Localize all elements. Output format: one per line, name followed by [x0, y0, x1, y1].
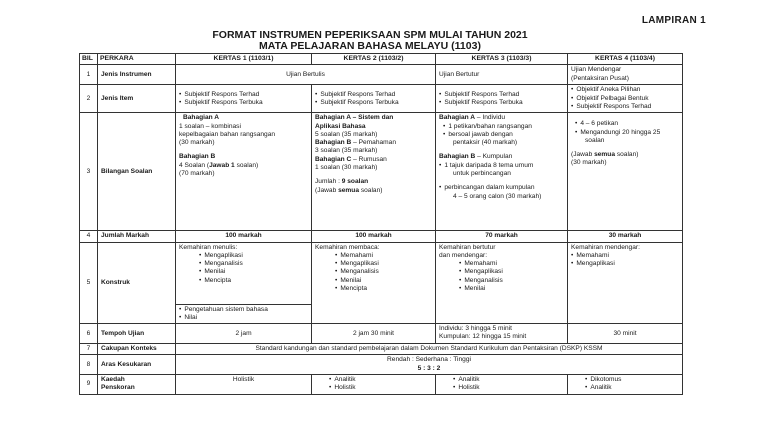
row-label: Kaedah Penskoran [98, 375, 176, 395]
cell-k3 [436, 113, 568, 231]
cell-k1 [176, 242, 312, 304]
cell-k2 [312, 85, 436, 113]
text-line: (Jawab semua soalan) [315, 186, 383, 194]
list-item: • Analitik [439, 376, 564, 384]
text-line: Jumlah : 9 soalan [315, 178, 369, 186]
cell-k1 [176, 113, 312, 231]
text-line: kepelbagaian bahan rangsangan [179, 130, 276, 138]
doc-title: FORMAT INSTRUMEN PEPERIKSAAN SPM MULAI TAHUN 2021 [212, 29, 528, 41]
text-line: soalan [585, 136, 605, 144]
cell-k4 [568, 113, 683, 231]
cell-k4 [568, 85, 683, 113]
doc-subtitle: MATA PELAJARAN BAHASA MELAYU (1103) [259, 40, 481, 52]
cell-difficulty [176, 355, 683, 375]
row-number: 3 [80, 113, 98, 231]
text-line: (Jawab semua soalan) [571, 151, 639, 159]
list-item: • Subjektif Respons Terhad [315, 91, 432, 99]
cell-k3 [436, 324, 568, 344]
table-row [80, 65, 683, 85]
list-item: • perbincangan dalam kumpulan [439, 184, 564, 192]
list-item: • bersoal jawab dengan [439, 131, 564, 139]
cell-k3 [436, 242, 568, 324]
text-line: Individu: 3 hingga 5 minit [439, 325, 512, 333]
text-line: 5 : 3 : 2 [417, 364, 441, 372]
row-label: Aras Kesukaran [98, 355, 176, 375]
text-line: Bahagian C – Rumusan [315, 155, 387, 163]
table-row [80, 344, 683, 355]
text-line: Kumpulan: 12 hingga 15 minit [439, 333, 527, 341]
row-label: Jenis Instrumen [98, 65, 176, 85]
text-line: 4 Soalan (Jawab 1 soalan) [179, 161, 259, 169]
cell-k2 [312, 113, 436, 231]
row-label: Konstruk [98, 242, 176, 324]
text-line: (70 markah) [179, 170, 215, 178]
section-title: Bahagian B [179, 153, 216, 161]
cell-k4: 30 markah [568, 231, 683, 242]
cell-k1: 2 jam [176, 324, 312, 344]
row-label: Jenis Item [98, 85, 176, 113]
header-kertas2: KERTAS 2 (1103/2) [312, 54, 436, 65]
list-item: • Mengandungi 20 hingga 25 [571, 129, 679, 137]
header-bil: BIL [80, 54, 98, 65]
text-line: Kemahiran membaca: [315, 243, 380, 251]
text-line: Bahagian B – Pemahaman [315, 139, 396, 147]
cell-k3: 70 markah [436, 231, 568, 242]
list-item: • Subjektif Respons Terbuka [179, 99, 308, 107]
cell-k3: Ujian Bertutur [436, 65, 568, 85]
table-row [80, 231, 683, 242]
header-perkara: PERKARA [98, 54, 176, 65]
row-number: 7 [80, 344, 98, 355]
list-item: • Dikotomus [571, 376, 679, 384]
text-line: (30 markah) [571, 159, 607, 167]
cell-k4: 30 minit [568, 324, 683, 344]
text-line: Kemahiran menulis: [179, 243, 238, 251]
list-item: • 4 – 6 petikan [571, 120, 679, 128]
list-item: • Pengetahuan sistem bahasa [179, 306, 308, 314]
cell-k4 [568, 242, 683, 324]
list-item: • Nilai [179, 314, 308, 322]
list-item: • Objektif Aneka Pilihan [571, 86, 679, 94]
table-row [80, 355, 683, 375]
cell-k2: 2 jam 30 minit [312, 324, 436, 344]
row-label: Tempoh Ujian [98, 324, 176, 344]
list-item: • Menganalisis [315, 268, 432, 276]
cell-k1: Holistik [176, 375, 312, 395]
text-line: untuk perbincangan [453, 170, 511, 178]
row-label: Bilangan Soalan [98, 113, 176, 231]
row-label: Cakupan Konteks [98, 344, 176, 355]
cell-k1-extra [176, 304, 312, 324]
list-item: • Mengaplikasi [439, 268, 564, 276]
row-number: 6 [80, 324, 98, 344]
text-line: (30 markah) [179, 139, 215, 147]
table-row [80, 324, 683, 344]
text-line: 1 soalan (30 markah) [315, 164, 378, 172]
table-row [80, 85, 683, 113]
list-item: • Memahami [571, 252, 679, 260]
cell-k3 [436, 375, 568, 395]
table-row [80, 375, 683, 395]
list-item: • Subjektif Respons Terbuka [315, 99, 432, 107]
list-item: • Holistik [439, 384, 564, 392]
list-item: • Memahami [439, 260, 564, 268]
header-kertas1: KERTAS 1 (1103/1) [176, 54, 312, 65]
list-item: • Subjektif Respons Terhad [571, 103, 679, 111]
cell-k2 [312, 242, 436, 324]
list-item: • Menilai [439, 285, 564, 293]
list-item: • Memahami [315, 252, 432, 260]
cell-k4 [568, 65, 683, 85]
list-item: • Mengaplikasi [315, 260, 432, 268]
list-item: • Menganalisis [439, 277, 564, 285]
list-item: • Subjektif Respons Terhad [439, 91, 564, 99]
list-item: • Mencipta [315, 285, 432, 293]
text-line: 4 – 5 orang calon (30 markah) [453, 192, 542, 200]
list-item: • Mengaplikasi [571, 260, 679, 268]
text-line: 1 soalan – kombinasi [179, 122, 241, 130]
table-row [80, 113, 683, 231]
list-item: • Analitik [315, 376, 432, 384]
row-number: 1 [80, 65, 98, 85]
lampiran-label: LAMPIRAN 1 [641, 15, 706, 26]
list-item: • 1 tajuk daripada 8 tema umum [439, 162, 564, 170]
list-item: • Mengaplikasi [179, 252, 308, 260]
header-kertas3: KERTAS 3 (1103/3) [436, 54, 568, 65]
text-line: 5 soalan (35 markah) [315, 130, 378, 138]
header-row [80, 54, 683, 65]
text-line: Kemahiran bertutur [439, 243, 496, 251]
row-number: 8 [80, 355, 98, 375]
row-number: 9 [80, 375, 98, 395]
list-item: • Holistik [315, 384, 432, 392]
list-item: • Mencipta [179, 277, 308, 285]
text-line: Kemahiran mendengar: [571, 243, 640, 251]
list-item: • Subjektif Respons Terhad [179, 91, 308, 99]
cell-k12: Ujian Bertulis [176, 65, 436, 85]
cell-k2: 100 markah [312, 231, 436, 242]
cell-k1: 100 markah [176, 231, 312, 242]
list-item: • Subjektif Respons Terbuka [439, 99, 564, 107]
text-line: pentaksir (40 markah) [453, 139, 518, 147]
cell-k4-line: Ujian Mendengar [571, 66, 622, 74]
list-item: • Menganalisis [179, 260, 308, 268]
text-line: Rendah : Sederhana : Tinggi [387, 356, 471, 364]
cell-k4 [568, 375, 683, 395]
text-line: dan mendengar: [439, 251, 488, 259]
section-title: Bahagian A [183, 114, 220, 122]
cell-context: Standard kandungan dan standard pembelajaran dalam Dokumen Standard Kurikulum dan Pentaksiran (DSKP) KSSM [176, 344, 683, 355]
row-number: 4 [80, 231, 98, 242]
cell-k2 [312, 375, 436, 395]
list-item: • Menilai [315, 277, 432, 285]
section-title: Bahagian B – Kumpulan [439, 153, 513, 161]
cell-k1 [176, 85, 312, 113]
header-kertas4: KERTAS 4 (1103/4) [568, 54, 683, 65]
list-item: • Analitik [571, 384, 679, 392]
row-number: 2 [80, 85, 98, 113]
row-label: Jumlah Markah [98, 231, 176, 242]
cell-k3 [436, 85, 568, 113]
list-item: • 1 petikan/bahan rangsangan [439, 123, 564, 131]
section-title: Bahagian A – Sistem dan [315, 114, 394, 122]
section-title: Aplikasi Bahasa [315, 122, 366, 130]
table-row [80, 242, 683, 304]
row-number: 5 [80, 242, 98, 324]
text-line: 3 soalan (35 markah) [315, 147, 378, 155]
list-item: • Menilai [179, 268, 308, 276]
cell-k4-line: (Pentaksiran Pusat) [571, 74, 629, 82]
format-table [79, 53, 683, 395]
list-item: • Objektif Pelbagai Bentuk [571, 95, 679, 103]
section-title: Bahagian A – Individu [439, 114, 506, 122]
